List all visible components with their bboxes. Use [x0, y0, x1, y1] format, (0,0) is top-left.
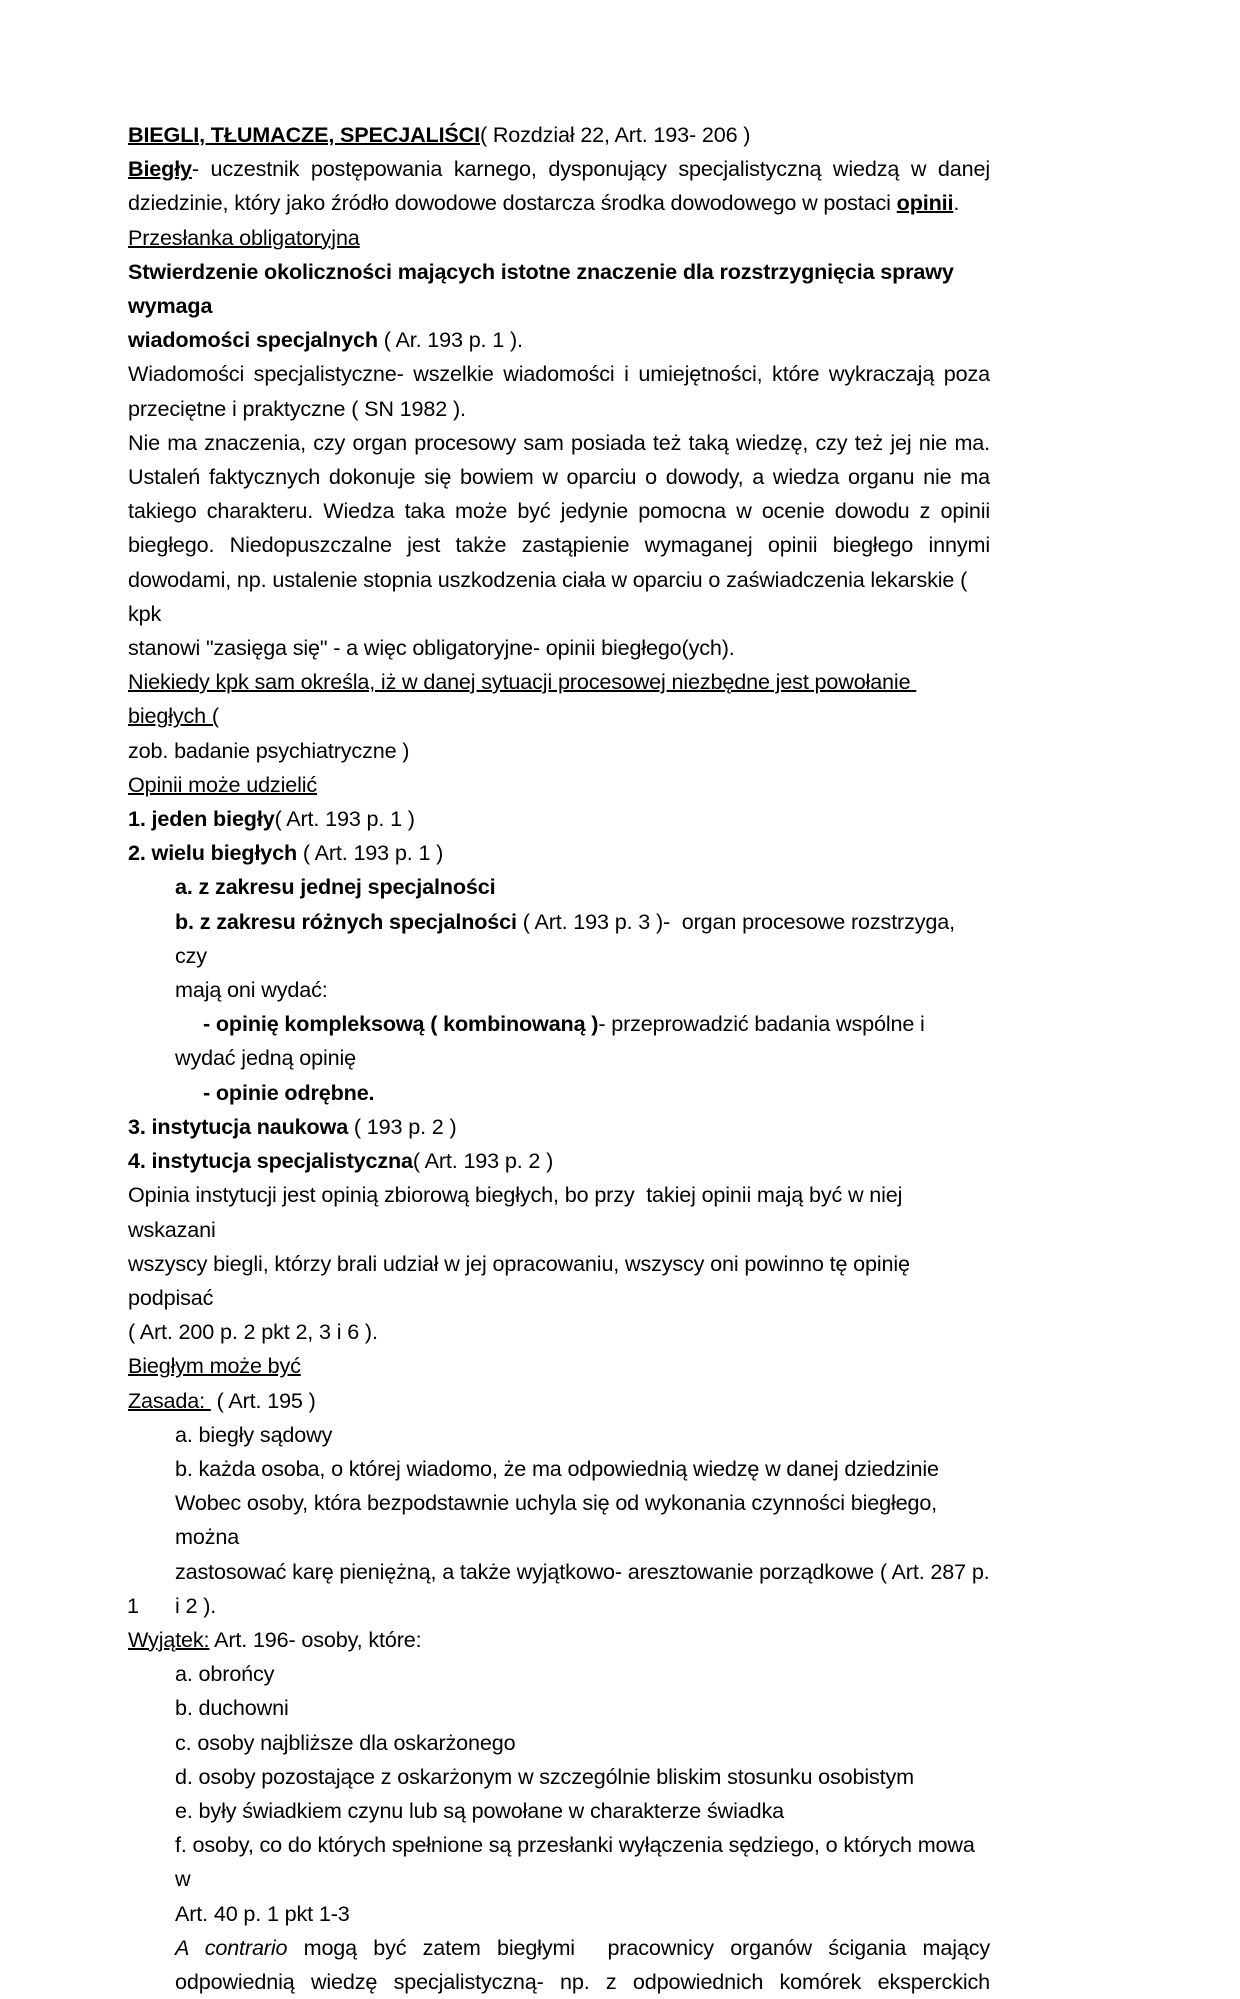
line-text: zastosować karę pieniężną, a także wyjątkowo- aresztowanie porządkowe ( Art. 287 p.	[175, 1558, 990, 1584]
line-text: Nie ma znaczenia, czy organ procesowy sam posiada też taką wiedzę, czy też jej nie ma.	[128, 429, 990, 455]
sub-item-continuation	[128, 1041, 990, 1075]
paragraph-line	[128, 460, 990, 494]
section-heading-opinii	[128, 768, 990, 802]
marginal-number: 1	[127, 1592, 139, 1618]
sub-item-opinia-kompleksowa	[128, 1007, 990, 1041]
document-body	[128, 118, 990, 1999]
subsection-wyjatek	[128, 1623, 990, 1657]
term-opinii: opinii	[896, 190, 954, 216]
list-item-wyjatek-c	[128, 1726, 990, 1760]
section-heading-bieglym	[128, 1349, 990, 1383]
line-text: wszyscy biegli, którzy brali udział w jej opracowaniu, wszyscy oni powinno tę opinię podpisać	[128, 1250, 916, 1310]
list-item-citation: ( Art. 193 p. 3 )- organ procesowe rozstrzyga, czy	[175, 908, 961, 968]
list-item-label: 1. jeden biegły	[128, 806, 275, 832]
list-item-wyjatek-f-cont	[128, 1897, 990, 1931]
paragraph-line	[128, 392, 990, 426]
line-text: Stwierdzenie okoliczności mających istotne znaczenie dla rozstrzygnięcia sprawy wymaga	[128, 258, 960, 319]
list-item-zasada-b	[128, 1452, 990, 1486]
wyjatek-label: Wyjątek:	[128, 1626, 210, 1652]
list-item-label: a. z zakresu jednej specjalności	[175, 874, 496, 900]
paragraph-line	[128, 1555, 990, 1589]
line-text: Art. 40 p. 1 pkt 1-3	[175, 1900, 350, 1926]
paragraph-line	[128, 426, 990, 460]
paragraph-line	[128, 528, 990, 562]
line-text: wiadomości specjalnych	[128, 327, 378, 353]
line-text: a. biegły sądowy	[175, 1421, 333, 1447]
paragraph-line	[128, 323, 990, 357]
line-text: biegłego. Niedopuszczalne jest także zastąpienie wymaganej opinii biegłego innymi	[128, 532, 990, 558]
list-item-zasada-a	[128, 1418, 990, 1452]
line-text: a. obrońcy	[175, 1661, 275, 1687]
line-text: d. osoby pozostające z oskarżonym w szczególnie bliskim stosunku osobistym	[175, 1763, 915, 1789]
list-item-label: 4. instytucja specjalistyczna	[128, 1148, 413, 1174]
list-item-label: 2. wielu biegłych	[128, 840, 298, 866]
line-text: f. osoby, co do których spełnione są przesłanki wyłączenia sędziego, o których mowa w	[175, 1832, 981, 1892]
paragraph-line	[128, 494, 990, 528]
paragraph-line	[128, 1315, 990, 1349]
list-item-citation: ( 193 p. 2 )	[348, 1113, 457, 1139]
sub-item-text: - przeprowadzić badania wspólne i	[598, 1011, 925, 1037]
paragraph-line	[128, 357, 990, 391]
list-item-label: 3. instytucja naukowa	[128, 1113, 349, 1139]
paragraph-line	[128, 255, 990, 323]
line-text: .	[953, 190, 960, 216]
line-text: c. osoby najbliższe dla oskarżonego	[175, 1729, 516, 1755]
line-text: b. duchowni	[175, 1695, 289, 1721]
paragraph-a-contrario	[128, 1931, 990, 1965]
subsection-zasada	[128, 1384, 990, 1418]
line-text: mogą być zatem biegłymi pracownicy organów ścigania mający	[287, 1934, 990, 1960]
sub-item-label: - opinie odrębne.	[203, 1079, 375, 1105]
line-text: Biegłym może być	[128, 1353, 301, 1379]
list-item-1	[128, 802, 990, 836]
list-item-citation: ( Art. 193 p. 2 )	[412, 1148, 554, 1174]
line-text: Opinii może udzielić	[128, 771, 318, 797]
latin-phrase: A contrario	[175, 1934, 288, 1960]
paragraph-line-with-marginal-number	[128, 1589, 990, 1623]
list-item-citation: ( Art. 193 p. 1 )	[297, 840, 444, 866]
paragraph-line	[128, 734, 990, 768]
line-text: e. były świadkiem czynu lub są powołane w charakterze świadka	[175, 1797, 784, 1823]
sub-item-opinie-odrebne	[128, 1076, 990, 1110]
line-text: ( Art. 200 p. 2 pkt 2, 3 i 6 ).	[128, 1319, 378, 1345]
page-title	[128, 118, 990, 152]
line-text: b. każda osoba, o której wiadomo, że ma odpowiednią wiedzę w danej dziedzinie	[175, 1455, 939, 1481]
page-title-citation: ( Rozdział 22, Art. 193- 206 )	[479, 122, 751, 147]
line-text: Opinia instytucji jest opinią zbiorową biegłych, bo przy takiej opinii mają być w niej wskazani	[128, 1182, 909, 1242]
list-item-wyjatek-d	[128, 1760, 990, 1794]
list-item-wyjatek-b	[128, 1691, 990, 1725]
paragraph-line	[128, 1178, 990, 1246]
paragraph-line	[128, 1965, 990, 1999]
line-text: dziedzinie, który jako źródło dowodowe dostarcza środka dowodowego w postaci	[128, 190, 897, 216]
line-text: dowodami, np. ustalenie stopnia uszkodzenia ciała w oparciu o zaświadczenia lekarskie ( kpk	[128, 566, 974, 626]
list-item-label: b. z zakresu różnych specjalności	[175, 908, 517, 934]
paragraph-line-underlined	[128, 665, 990, 733]
page-title-underlined: BIEGLI, TŁUMACZE, SPECJALIŚCI	[128, 122, 480, 147]
list-item-wyjatek-f	[128, 1828, 990, 1896]
list-item-wyjatek-e	[128, 1794, 990, 1828]
paragraph-line	[128, 152, 990, 186]
sub-item-label: - opinię kompleksową ( kombinowaną )	[203, 1011, 599, 1037]
line-text: Wobec osoby, która bezpodstawnie uchyla się od wykonania czynności biegłego, można	[175, 1490, 943, 1550]
paragraph-line	[128, 631, 990, 665]
list-item-citation: ( Art. 193 p. 1 )	[274, 806, 415, 832]
line-text: Przesłanka obligatoryjna	[128, 224, 360, 250]
zasada-citation: ( Art. 195 )	[210, 1387, 316, 1413]
line-text: - uczestnik postępowania karnego, dysponujący specjalistyczną wiedzą w danej	[191, 156, 990, 182]
line-text: przeciętne i praktyczne ( SN 1982 ).	[128, 395, 466, 421]
list-item-3	[128, 1110, 990, 1144]
line-text: mają oni wydać:	[175, 977, 328, 1003]
line-text: odpowiednią wiedzę specjalistyczną- np. z odpowiednich komórek eksperckich	[175, 1968, 990, 1994]
line-text: takiego charakteru. Wiedza taka może być jedynie pomocna w ocenie dowodu z opinii	[128, 498, 990, 524]
zasada-label: Zasada:	[128, 1387, 211, 1413]
paragraph-line	[128, 186, 990, 220]
list-item-2b-cont	[128, 973, 990, 1007]
line-text: Wiadomości specjalistyczne- wszelkie wiadomości i umiejętności, które wykraczają poza	[128, 361, 990, 387]
line-text: i 2 ).	[175, 1592, 217, 1618]
list-item-2	[128, 836, 990, 870]
term-biegly: Biegły	[128, 156, 192, 182]
list-item-2a	[128, 870, 990, 904]
list-item-wyjatek-a	[128, 1657, 990, 1691]
line-text: Ustaleń faktycznych dokonuje się bowiem w oparciu o dowody, a wiedza organu nie ma	[128, 464, 990, 490]
list-item-4	[128, 1144, 990, 1178]
line-text: zob. badanie psychiatryczne )	[128, 737, 410, 763]
paragraph-line	[128, 563, 990, 631]
paragraph-line	[128, 1247, 990, 1315]
line-text: wydać jedną opinię	[175, 1045, 356, 1071]
section-heading-przeslanka	[128, 221, 990, 255]
line-citation: ( Ar. 193 p. 1 ).	[377, 327, 523, 353]
line-text: Niekiedy kpk sam określa, iż w danej sytuacji procesowej niezbędne jest powołanie biegłych (	[128, 669, 917, 729]
wyjatek-text: Art. 196- osoby, które:	[209, 1626, 422, 1652]
line-text: stanowi "zasięga się" - a więc obligatoryjne- opinii biegłego(ych).	[128, 635, 735, 661]
paragraph-line	[128, 1486, 990, 1554]
list-item-2b	[128, 905, 990, 973]
